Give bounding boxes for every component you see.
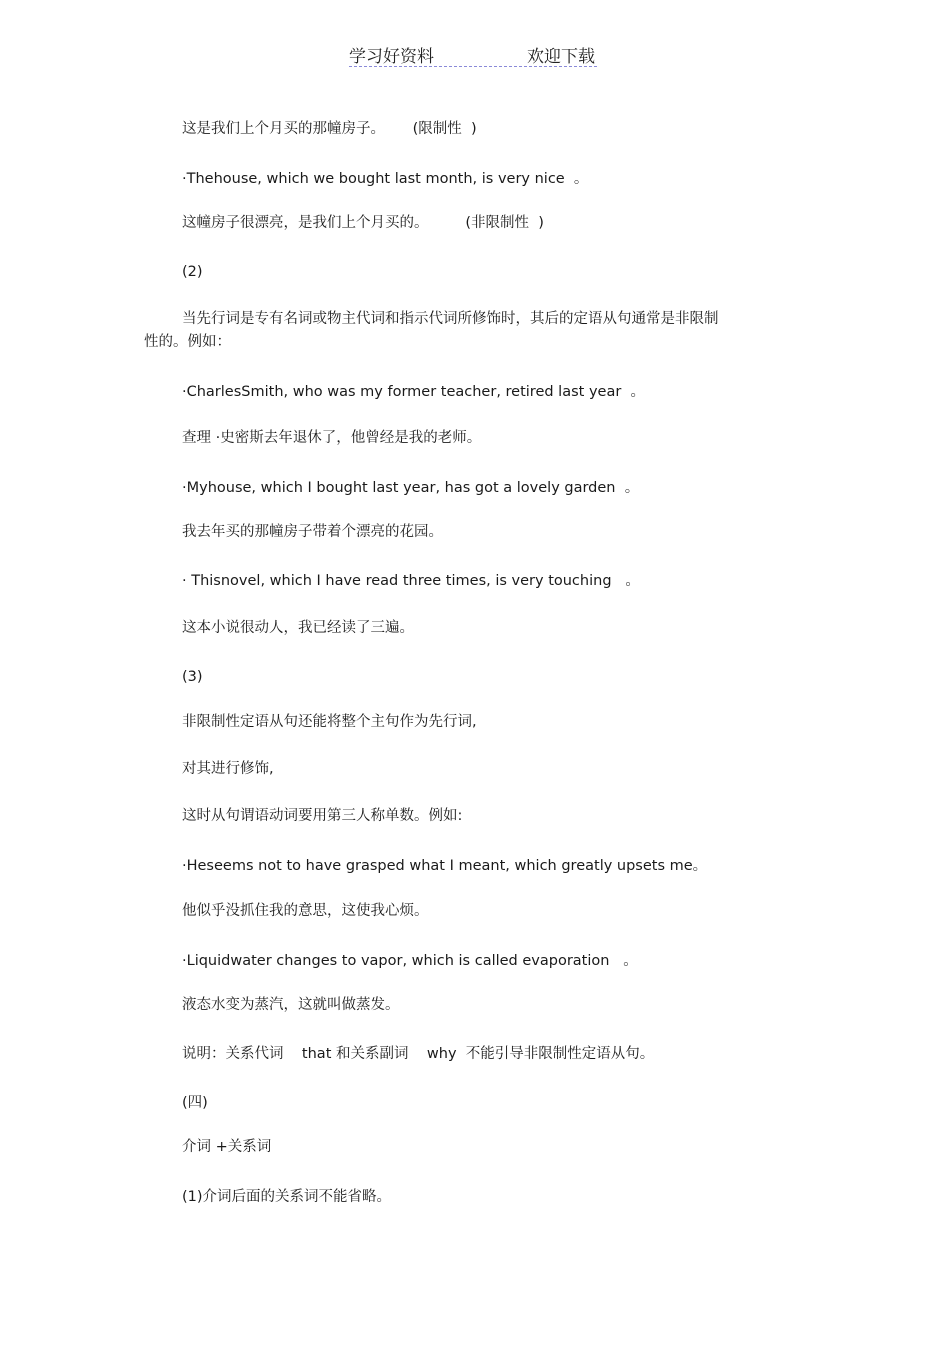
example-sentence-4: · Thisnovel, which I have read three times, is very touching 。	[182, 573, 640, 589]
example-sentence-1: ·Thehouse, which we bought last month, is very nice 。	[182, 171, 589, 187]
example-translation-2: 这幢房子很漂亮，是我们上个月买的。 (非限制性 )	[182, 215, 544, 231]
example-sentence-2: ·CharlesSmith, who was my former teacher, retired last year 。	[182, 384, 646, 400]
section-number-3: (3)	[182, 669, 203, 685]
rule-text-3b: 对其进行修饰,	[182, 761, 274, 777]
rule-paragraph-2	[144, 308, 744, 354]
note-text: 说明：关系代词 that 和关系副词 why 不能引导非限制性定语从句。	[182, 1046, 655, 1062]
header-right-text: 欢迎下载	[527, 47, 595, 67]
example-translation-4: 我去年买的那幢房子带着个漂亮的花园。	[182, 524, 443, 540]
header-left-text: 学习好资料	[349, 47, 434, 67]
section-heading-4: 介词 +关系词	[182, 1139, 272, 1155]
example-translation-3: 查理 ·史密斯去年退休了，他曾经是我的老师。	[182, 430, 482, 446]
section-number-2: (2)	[182, 264, 203, 280]
example-translation-7: 液态水变为蒸汽，这就叫做蒸发。	[182, 997, 400, 1013]
example-sentence-6: ·Liquidwater changes to vapor, which is called evaporation 。	[182, 953, 638, 969]
rule-text-3a: 非限制性定语从句还能将整个主句作为先行词,	[182, 714, 477, 730]
example-sentence-5: ·Heseems not to have grasped what I meant, which greatly upsets me。	[182, 858, 708, 874]
rule-text-3c: 这时从句谓语动词要用第三人称单数。例如:	[182, 808, 463, 824]
rule-paragraph-2-line-1: 当先行词是专有名词或物主代词和指示代词所修饰时，其后的定语从句通常是非限制	[182, 311, 719, 327]
page-header	[349, 42, 597, 67]
example-translation-6: 他似乎没抓住我的意思，这使我心烦。	[182, 903, 429, 919]
example-translation-1: 这是我们上个月买的那幢房子。 (限制性 )	[182, 121, 477, 137]
section-number-4: (四)	[182, 1095, 208, 1111]
example-sentence-3: ·Myhouse, which I bought last year, has got a lovely garden 。	[182, 480, 640, 496]
rule-paragraph-2-line-2: 性的。例如：	[144, 334, 231, 350]
example-translation-5: 这本小说很动人，我已经读了三遍。	[182, 620, 414, 636]
subsection-1-text: (1)介词后面的关系词不能省略。	[182, 1189, 392, 1205]
